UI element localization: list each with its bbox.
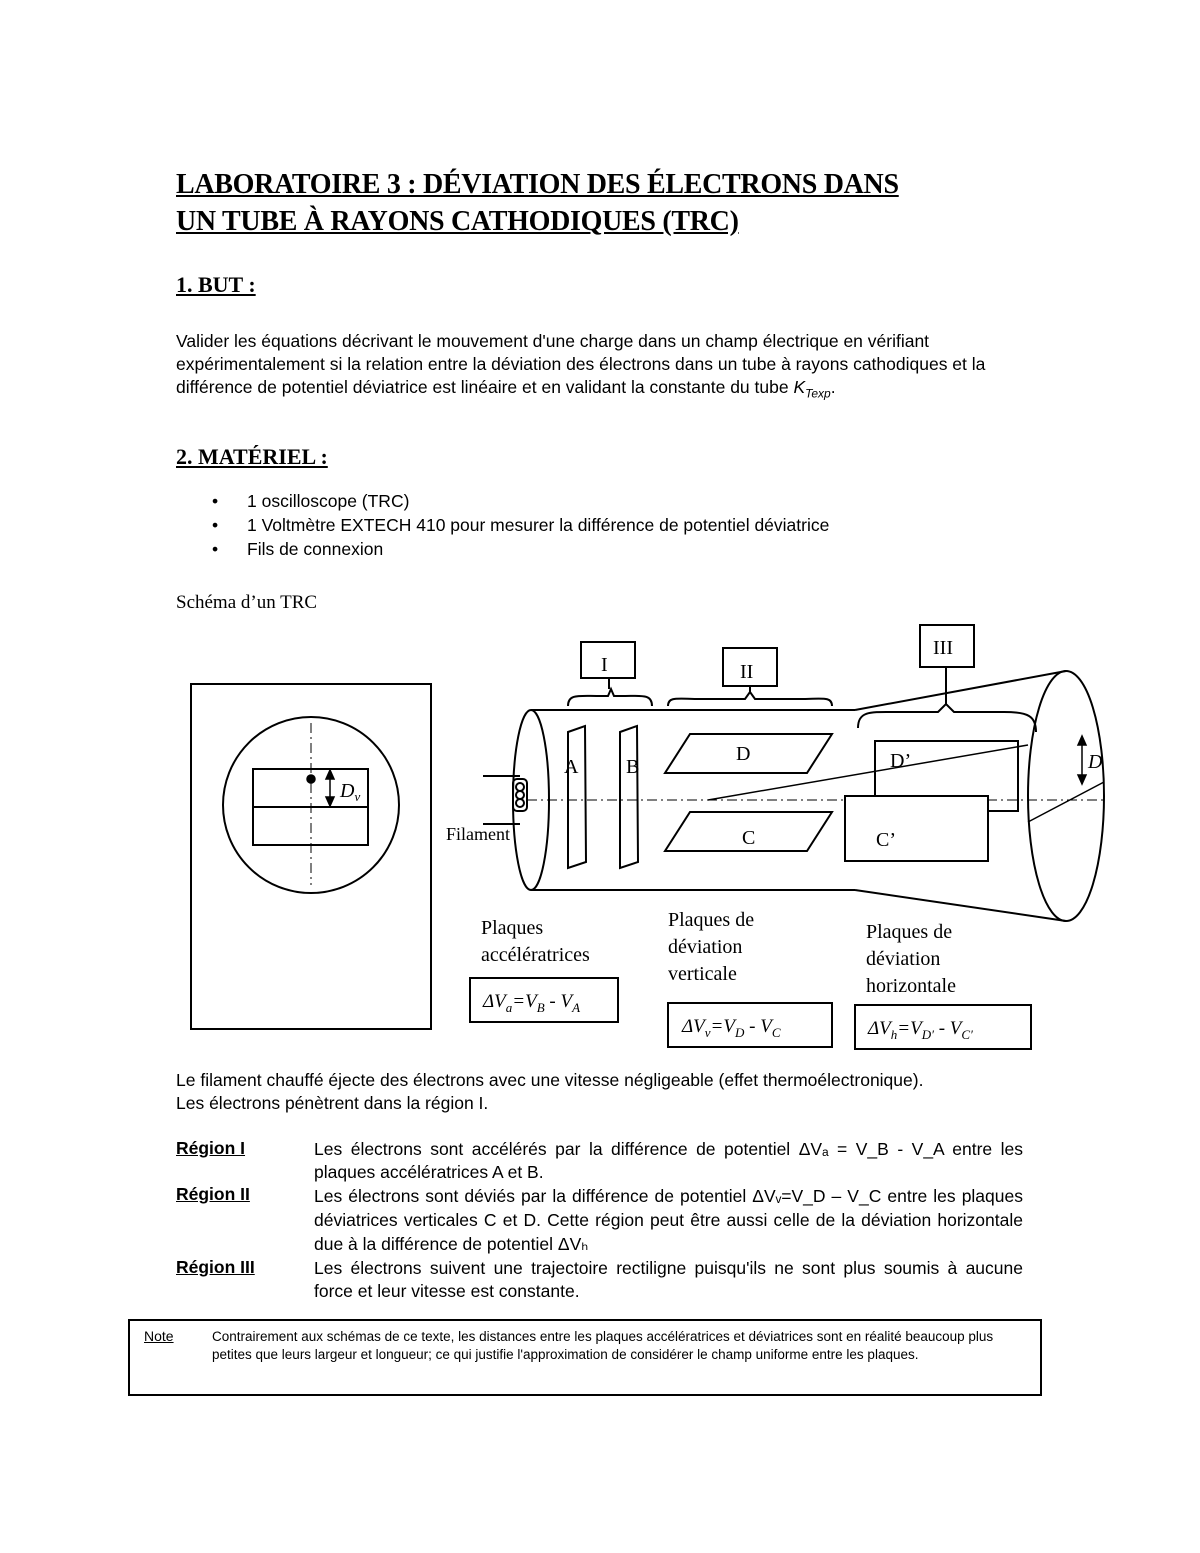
plate-label-c: C <box>742 827 756 849</box>
eq-sub: D <box>734 1025 745 1040</box>
list-item-text: 1 oscilloscope (TRC) <box>247 491 410 511</box>
plate-a <box>568 726 586 868</box>
eq-sign: = <box>710 1016 724 1037</box>
dv-label-tube <box>1087 751 1103 773</box>
plate-label-b: B <box>626 756 640 778</box>
region-2-label: Région II <box>176 1184 250 1204</box>
bullet-icon: • <box>212 539 219 559</box>
intro-paragraph <box>176 1069 1056 1115</box>
vert-label-1: Plaques de <box>668 909 755 931</box>
accel-label-1: Plaques <box>481 917 544 939</box>
note-text: Contrairement aux schémas de ce texte, les distances entre les plaques accélératrices et déviatrices sont en réalité beaucoup plus petites que leurs largeur et longueur; ce qui justifie l'approximation de considérer le champ uniforme entre les plaques. <box>212 1329 994 1362</box>
arrow-head-icon <box>326 797 334 806</box>
tube-screen <box>1028 671 1104 921</box>
eq-sub: C′ <box>961 1027 973 1042</box>
eq-lhs: ΔV <box>483 991 506 1012</box>
eq-sign: = <box>512 991 526 1012</box>
dv-symbol: D <box>1088 751 1103 773</box>
bracket-region-3 <box>858 704 1036 732</box>
k-subscript: Texp <box>805 386 831 401</box>
eq-sub: D′ <box>921 1027 934 1042</box>
eq-v2: V <box>949 1018 962 1039</box>
arrow-head-icon <box>1078 775 1086 784</box>
plate-b <box>620 726 638 868</box>
screen-frame <box>191 684 431 1029</box>
tube-flare-top <box>855 671 1066 710</box>
dv-sub: v <box>354 789 361 804</box>
schema-caption: Schéma d’un TRC <box>176 592 318 613</box>
region-3-label: Région III <box>176 1257 255 1277</box>
plate-label-d: D <box>736 743 751 765</box>
eq-minus: - <box>744 1016 761 1037</box>
vert-label-2: déviation <box>668 936 743 958</box>
eq-lhs: ΔV <box>868 1018 891 1039</box>
eq-v2: V <box>760 1016 772 1037</box>
bracket-region-1 <box>568 689 652 706</box>
section-heading-materiel: 2. MATÉRIEL : <box>176 444 328 469</box>
eq-sub: A <box>572 1000 581 1015</box>
beam-path-screen <box>1028 782 1104 822</box>
region-label-3: III <box>933 637 953 659</box>
but-text-end: . <box>830 377 836 397</box>
region-box-1 <box>581 642 635 678</box>
filament-label: Filament <box>446 824 510 844</box>
eq-horiz <box>867 1018 973 1042</box>
eq-sub: C <box>771 1025 781 1040</box>
section-heading-but: 1. BUT : <box>176 272 256 297</box>
arrow-head-icon <box>1078 736 1086 745</box>
eq-v1: V <box>910 1018 922 1039</box>
horiz-label-1: Plaques de <box>866 921 953 943</box>
region-2-text: Les électrons sont déviés par la différence de potentiel ΔVᵥ=V_D – V_C entre les plaques déviatrices verticales C et D. Cette région peut être aussi celle de la déviation horizontale due à la différence de potentiel ΔVₕ <box>314 1186 1023 1254</box>
eq-v1: V <box>525 991 537 1012</box>
filament-turn <box>516 791 524 799</box>
region-1-label: Région I <box>176 1138 246 1158</box>
eq-accel <box>482 991 580 1015</box>
plate-label-d-prime: D’ <box>890 750 912 772</box>
eq-sub: B <box>536 1000 545 1015</box>
note-box <box>128 1319 1042 1396</box>
eq-sub: a <box>505 1000 513 1015</box>
beam-spot <box>307 775 315 783</box>
eq-sub: v <box>704 1025 711 1040</box>
plate-label-a: A <box>564 756 579 778</box>
filament-turn <box>516 799 524 807</box>
list-item-text: Fils de connexion <box>247 539 384 559</box>
intro-line-1: Le filament chauffé éjecte des électrons avec une vitesse négligeable (effet thermoélectronique). <box>176 1070 924 1090</box>
horiz-label-2: déviation <box>866 948 941 970</box>
plate-c-prime <box>845 796 988 861</box>
tube-flare-bottom <box>855 890 1066 921</box>
accel-label-2: accélératrices <box>481 944 590 966</box>
bullet-icon: • <box>212 515 219 535</box>
region-label-1: I <box>601 654 608 676</box>
bullet-icon: • <box>212 491 219 511</box>
arrow-head-icon <box>326 770 334 779</box>
filament-turn <box>516 783 524 791</box>
but-text: Valider les équations décrivant le mouvement d'une charge dans un champ électrique en vérifiant expérimentalement si la relation entre la déviation des électrons dans un tube à rayons cathodiques et la différence de potentiel déviatrice est linéaire et en validant la constante du tube <box>176 331 986 397</box>
eq-minus: - <box>544 991 561 1012</box>
eq-lhs: ΔV <box>682 1016 705 1037</box>
title-line-1: LABORATOIRE 3 : DÉVIATION DES ÉLECTRONS DANS <box>176 169 899 200</box>
list-item-text: 1 Voltmètre EXTECH 410 pour mesurer la différence de potentiel déviatrice <box>247 515 830 535</box>
eq-minus: - <box>933 1018 950 1039</box>
eq-vert <box>681 1016 781 1040</box>
dv-symbol: D <box>340 780 355 802</box>
bracket-region-2 <box>668 692 832 706</box>
region-label-2: II <box>740 661 754 683</box>
eq-v1: V <box>723 1016 735 1037</box>
eq-sub: h <box>890 1027 898 1042</box>
eq-sign: = <box>897 1018 911 1039</box>
region-1-text: Les électrons sont accélérés par la différence de potentiel ΔVₐ = V_B - V_A entre les plaques accélératrices A et B. <box>314 1139 1023 1182</box>
horiz-label-3: horizontale <box>866 975 956 997</box>
eq-v2: V <box>560 991 573 1012</box>
vert-label-3: verticale <box>668 963 737 985</box>
k-symbol: K <box>793 377 806 397</box>
dv-label-screen <box>339 780 360 804</box>
title-line-2: UN TUBE À RAYONS CATHODIQUES (TRC) <box>176 206 739 237</box>
plate-label-c-prime: C’ <box>876 829 896 851</box>
intro-line-2: Les électrons pénètrent dans la région I. <box>176 1093 489 1113</box>
region-3-text: Les électrons suivent une trajectoire rectiligne puisqu'ils ne sont plus soumis à aucune force et leur vitesse est constante. <box>314 1258 1023 1301</box>
note-label: Note <box>144 1328 174 1344</box>
